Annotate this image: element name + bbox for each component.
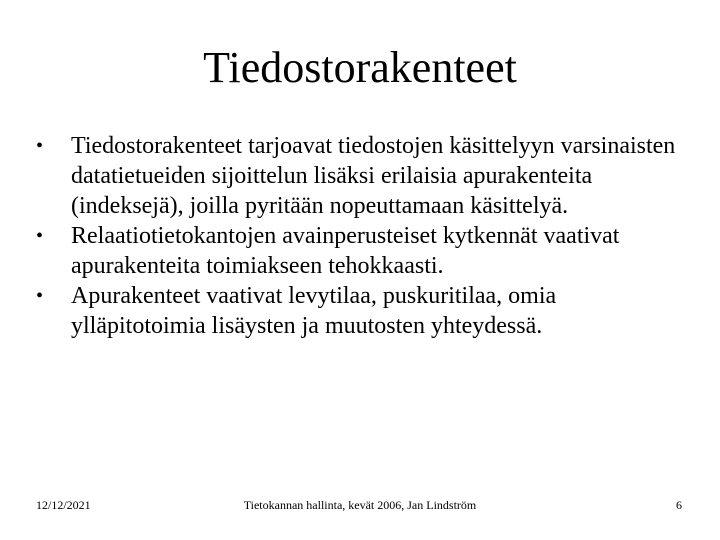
bullet-list (36, 131, 676, 341)
bullet-marker: • (36, 285, 44, 307)
page-number: 6 (676, 498, 682, 512)
bullet-text: Relaatiotietokantojen avainperusteiset kytkennät vaativat apurakenteita toimiakseen tehokkaasti. (71, 223, 620, 279)
footer-course-info: Tietokannan hallinta, kevät 2006, Jan Lindström (243, 498, 477, 512)
bullet-item (36, 221, 676, 281)
slide-title: Tiedostorakenteet (203, 43, 517, 92)
bullet-item (36, 131, 676, 221)
bullet-text: Apurakenteet vaativat levytilaa, puskuritilaa, omia ylläpitotoimia lisäysten ja muutosten yhteydessä. (71, 283, 557, 339)
bullet-item (36, 281, 676, 341)
bullet-marker: • (36, 135, 44, 157)
bullet-marker: • (36, 225, 44, 247)
footer-date: 12/12/2021 (36, 498, 91, 512)
bullet-text: Tiedostorakenteet tarjoavat tiedostojen käsittelyyn varsinaisten datatietueiden sijoittelun lisäksi erilaisia apurakenteita (indeksejä), joilla pyritään nopeuttamaan käsittelyä. (71, 133, 676, 219)
